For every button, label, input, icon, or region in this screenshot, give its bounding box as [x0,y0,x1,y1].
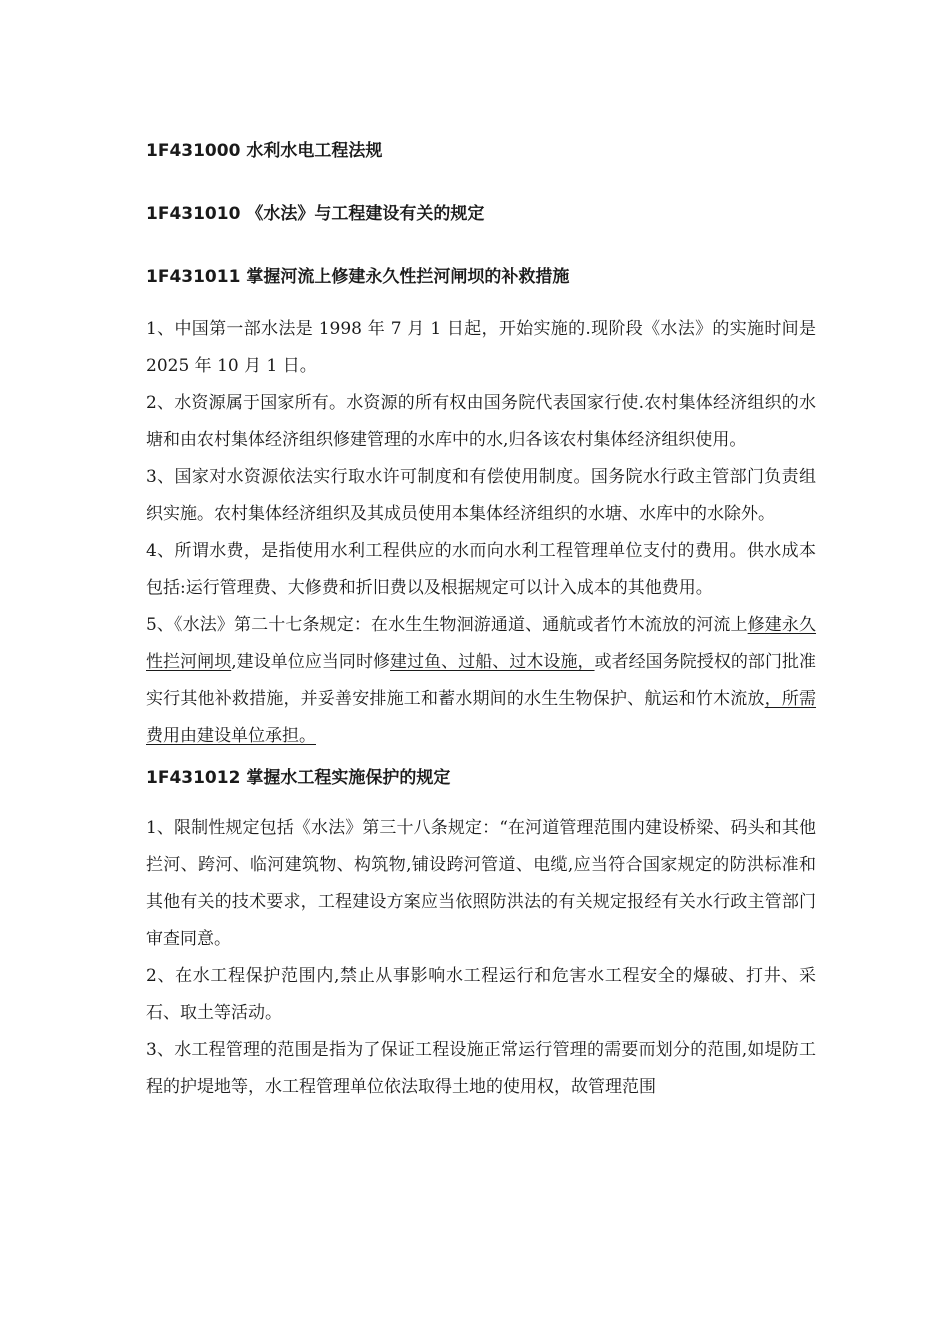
paragraph-2: 2、水资源属于国家所有。水资源的所有权由国务院代表国家行使.农村集体经济组织的水塘和由农村集体经济组织修建管理的水库中的水,归各该农村集体经济组织使用。 [146,393,816,450]
paragraph-5-text-a: 5、《水法》第二十七条规定：在水生生物洄游通道、通航或者竹木流放的河流上 [146,615,748,635]
paragraph-1: 1、中国第一部水法是 1998 年 7 月 1 日起，开始实施的.现阶段《水法》的实施时间是 2025 年 10 月 1 日。 [146,319,816,376]
paragraph-4: 4、所谓水费，是指使用水利工程供应的水而向水利工程管理单位支付的费用。供水成本包括:运行管理费、大修费和折旧费以及根据规定可以计入成本的其他费用。 [146,541,816,598]
document-page [146,138,816,1106]
paragraph-5-text-c: ,建设单位应当同时修 [231,652,391,672]
paragraph-5 [146,607,816,755]
paragraph-5-text-e: 或者经国务院授权的部门批准实行其他补救措施，并妥善安排施工和蓄水期间的水生生物保护、航运和竹木流放 [146,652,817,709]
paragraph-5-underline-2: 建过鱼、过船、过木设施， [390,652,595,672]
paragraph-7: 2、在水工程保护范围内,禁止从事影响水工程运行和危害水工程安全的爆破、打井、采石、取土等活动。 [146,966,816,1023]
subsection-heading-2: 1F431012 掌握水工程实施保护的规定 [146,768,451,788]
subsection-heading-1: 1F431011 掌握河流上修建永久性拦河闸坝的补救措施 [146,267,570,287]
paragraph-8: 3、水工程管理的范围是指为了保证工程设施正常运行管理的需要而划分的范围,如堤防工程的护堤地等，水工程管理单位依法取得土地的使用权，故管理范围 [146,1040,816,1097]
paragraph-6: 1、限制性规定包括《水法》第三十八条规定：“在河道管理范围内建设桥梁、码头和其他拦河、跨河、临河建筑物、构筑物,铺设跨河管道、电缆,应当符合国家规定的防洪标准和其他有关的技术要求，工程建设方案应当依照防洪法的有关规定报经有关水行政主管部门审查同意。 [146,818,816,949]
section-heading: 1F431010 《水法》与工程建设有关的规定 [146,204,485,224]
chapter-heading: 1F431000 水利水电工程法规 [146,141,383,161]
paragraph-5-underline-1: 修建永久性拦河闸坝 [146,615,817,672]
paragraph-3: 3、国家对水资源依法实行取水许可制度和有偿使用制度。国务院水行政主管部门负责组织实施。农村集体经济组织及其成员使用本集体经济组织的水塘、水库中的水除外。 [146,467,816,524]
paragraph-5-underline-3: ，所需费用由建设单位承担。 [146,689,817,746]
